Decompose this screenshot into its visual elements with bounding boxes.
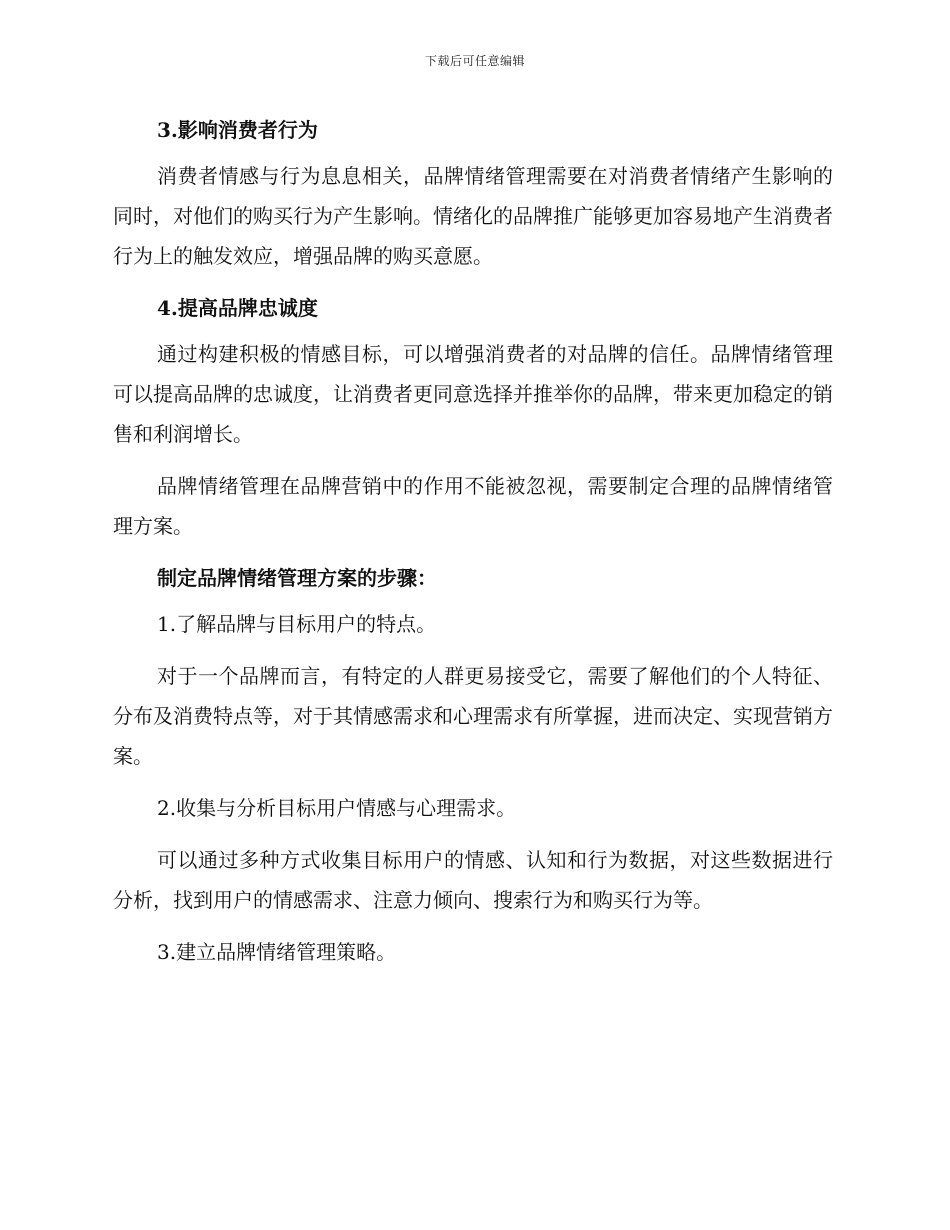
- step-2-body: 可以通过多种方式收集目标用户的情感、认知和行为数据，对这些数据进行分析，找到用户的情感需求、注意力倾向、搜索行为和购买行为等。: [113, 848, 833, 912]
- step-1-body: 对于一个品牌而言，有特定的人群更易接受它，需要了解他们的个人特征、分布及消费特点等，对于其情感需求和心理需求有所掌握，进而决定、实现营销方案。: [113, 664, 833, 768]
- section-4-paragraph-1: 通过构建积极的情感目标，可以增强消费者的对品牌的信任。品牌情绪管理可以提高品牌的忠诚度，让消费者更同意选择并推举你的品牌，带来更加稳定的销售和利润增长。: [113, 342, 833, 446]
- section-heading-3: 3.影响消费者行为: [157, 118, 318, 142]
- section-3-paragraph: 消费者情感与行为息息相关，品牌情绪管理需要在对消费者情绪产生影响的同时，对他们的购买行为产生影响。情绪化的品牌推广能够更加容易地产生消费者行为上的触发效应，增强品牌的购买意愿。: [113, 164, 833, 268]
- section-4-paragraph-2: 品牌情绪管理在品牌营销中的作用不能被忽视，需要制定合理的品牌情绪管理方案。: [113, 474, 833, 538]
- page-header: 下载后可任意编辑: [424, 54, 525, 68]
- steps-heading: 制定品牌情绪管理方案的步骤：: [157, 566, 437, 590]
- step-3-title: 3.建立品牌情绪管理策略。: [157, 940, 397, 964]
- section-heading-4: 4.提高品牌忠诚度: [157, 296, 318, 320]
- document-body: [113, 110, 833, 984]
- step-2-title: 2.收集与分析目标用户情感与心理需求。: [157, 796, 517, 820]
- step-1-title: 1.了解品牌与目标用户的特点。: [157, 612, 437, 636]
